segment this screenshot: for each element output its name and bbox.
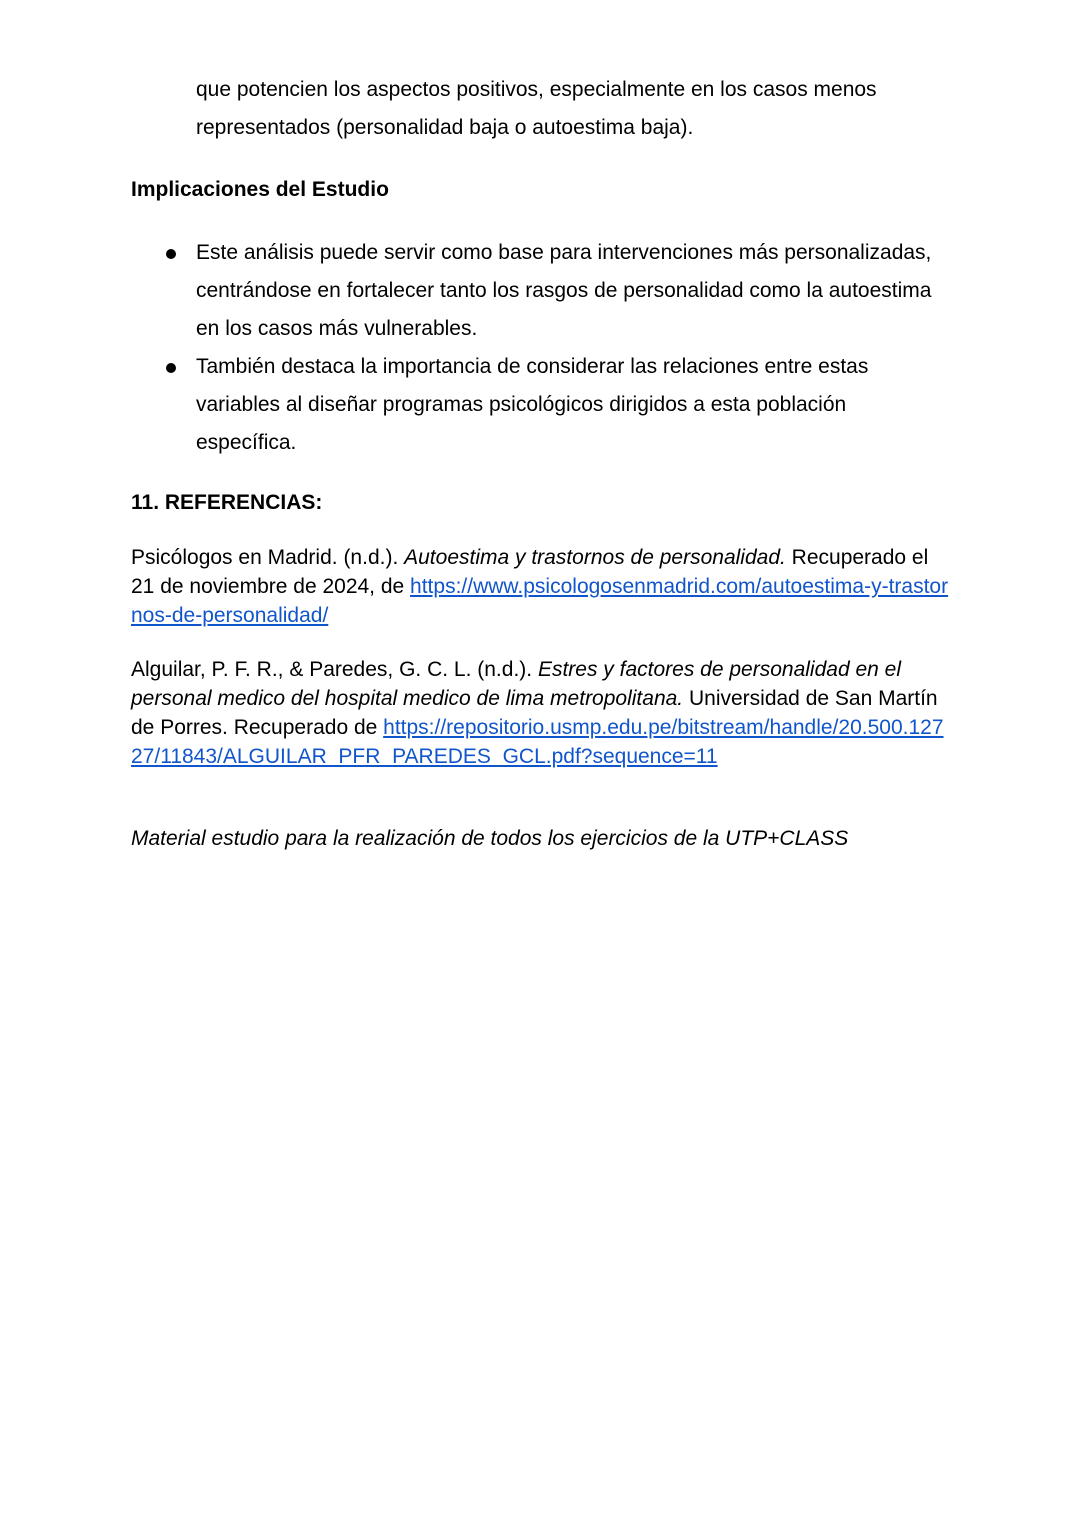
reference-2	[131, 655, 951, 771]
reference-3	[131, 824, 951, 853]
reference-1-after: Recuperado el 21 de noviembre de 2024, de	[131, 546, 929, 598]
reference-1-author: Psicólogos en Madrid. (n.d.).	[131, 546, 405, 569]
reference-2-title: Estres y factores de personalidad en el personal medico del hospital medico de lima metropolitana.	[131, 658, 901, 710]
reference-2-link[interactable]: https://repositorio.usmp.edu.pe/bitstream/handle/20.500.12727/11843/ALGUILAR_PFR_PAREDES_GCL.pdf?sequence=11	[131, 716, 944, 768]
bullet-icon	[166, 363, 176, 373]
bullet-icon	[166, 249, 176, 259]
reference-1-link[interactable]: https://www.psicologosenmadrid.com/autoestima-y-trastornos-de-personalidad/	[131, 575, 949, 627]
list-item	[131, 348, 951, 462]
implicaciones-heading: Implicaciones del Estudio	[131, 178, 389, 201]
reference-3-text: Material estudio para la realización de todos los ejercicios de la UTP+CLASS	[131, 827, 849, 850]
reference-1	[131, 543, 951, 630]
list-item-text: Este análisis puede servir como base para intervenciones más personalizadas, centrándose en fortalecer tanto los rasgos de personalidad como la autoestima en los casos más vulnerables.	[196, 241, 932, 340]
list-item	[131, 234, 951, 348]
list-item-text: También destaca la importancia de considerar las relaciones entre estas variables al diseñar programas psicológicos dirigidos a esta población específica.	[196, 355, 869, 454]
referencias-heading: 11. REFERENCIAS:	[131, 491, 323, 514]
implicaciones-list	[131, 234, 951, 462]
reference-2-after: Universidad de San Martín de Porres. Recuperado de	[131, 687, 938, 739]
intro-paragraph: que potencien los aspectos positivos, especialmente en los casos menos representados (personalidad baja o autoestima baja).	[196, 78, 877, 139]
reference-1-title: Autoestima y trastornos de personalidad.	[404, 546, 786, 569]
reference-2-author: Alguilar, P. F. R., & Paredes, G. C. L. (n.d.).	[131, 658, 538, 681]
